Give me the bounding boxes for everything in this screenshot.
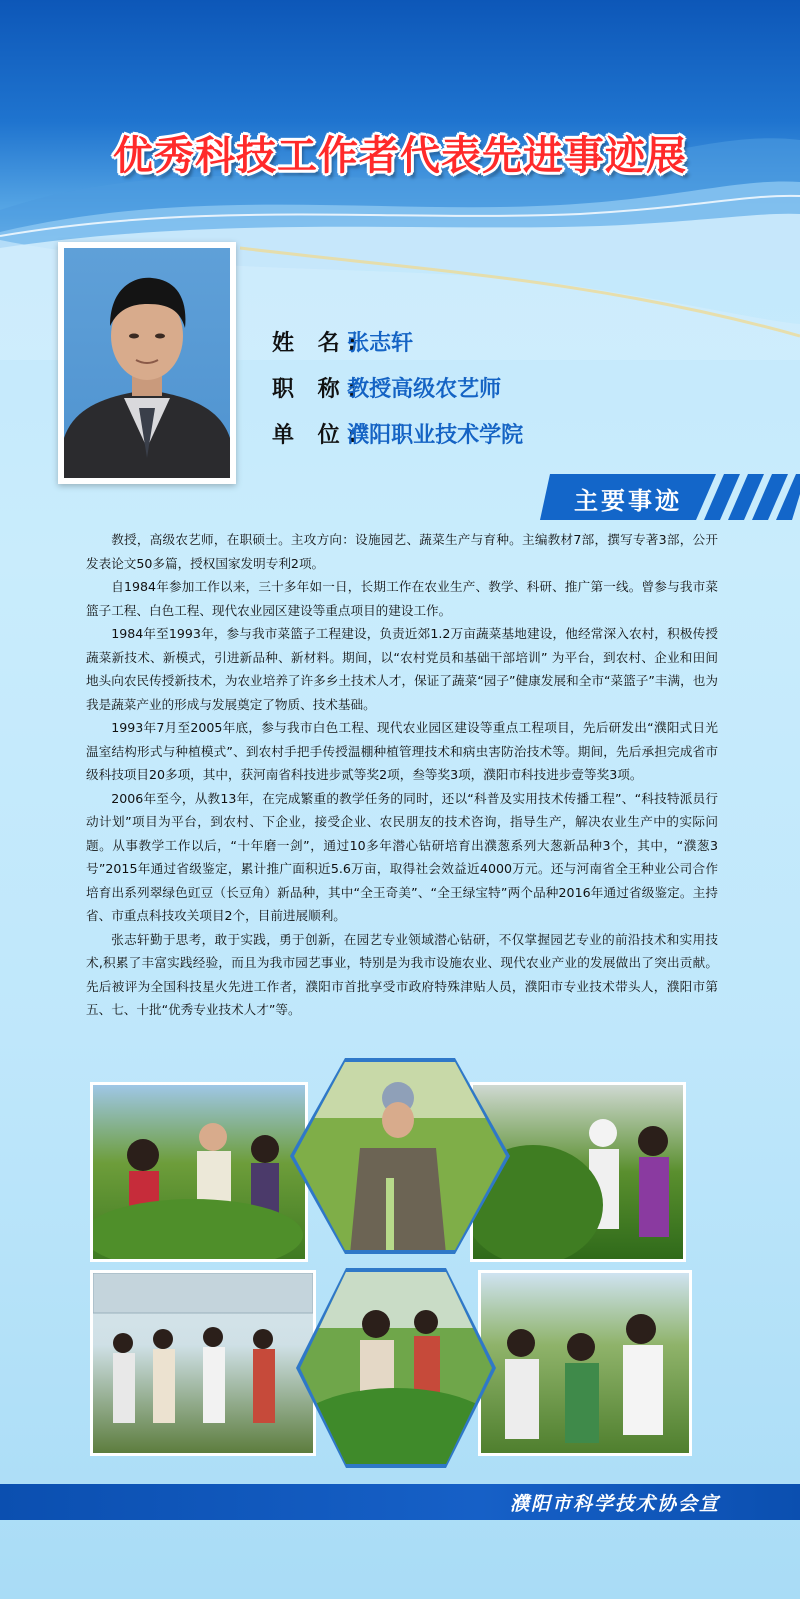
field-photo-6	[478, 1270, 692, 1456]
paragraph: 张志轩勤于思考，敢于实践，勇于创新，在园艺专业领域潜心钻研，不仅掌握园艺专业的前沿技术和实用技术,积累了丰富实践经验，而且为我市园艺事业，特别是为我市设施农业、现代农业产业的发展做出了突出贡献。先后被评为全国科技星火先进工作者，濮阳市首批享受市政府特殊津贴人员，濮阳市专业技术带头人，濮阳市第五、七、十批“优秀专业技术人才”等。	[86, 931, 718, 1017]
page-title: 优秀科技工作者代表先进事迹展	[113, 133, 687, 179]
portrait-photo	[64, 248, 230, 478]
profile-unit-row	[272, 418, 523, 449]
paragraph: 自1984年参加工作以来，三十多年如一日，长期工作在农业生产、教学、科研、推广第一线。曾参与我市菜篮子工程、白色工程、现代农业园区建设等重点项目的建设工作。	[86, 579, 718, 618]
title-value: 教授高级农艺师	[347, 377, 502, 402]
profile-title-row	[272, 372, 501, 403]
name-label: 姓 名:	[272, 331, 365, 356]
biography-text	[86, 528, 718, 1022]
unit-label: 单 位:	[272, 423, 365, 448]
paragraph: 2006年至今，从教13年，在完成繁重的教学任务的同时，还以“科普及实用技术传播工程”、“科技特派员行动计划”项目为平台，到农村、下企业，接受企业、农民朋友的技术咨询，指导生产，解决农业生产中的实际问题。从事教学工作以后，“十年磨一剑”，通过10多年潜心钻研培育出濮葱系列大葱新品种3个，其中，“濮葱3号”2015年通过省级鉴定，累计推广面积近5.6万亩，取得社会效益近4000万元。还与河南省全王种业公司合作培育出系列翠绿色豇豆（长豆角）新品种，其中“全王奇美”、“全王绿宝特”两个品种2016年通过省级鉴定。主持省、市重点科技攻关项目2个，目前进展顺利。	[86, 790, 718, 923]
paragraph: 教授，高级农艺师，在职硕士。主攻方向：设施园艺、蔬菜生产与育种。主编教材7部，撰写专著3部，公开发表论文50多篇，授权国家发明专利2项。	[86, 532, 718, 571]
field-photo-5	[296, 1268, 496, 1468]
name-value: 张志轩	[347, 331, 414, 356]
portrait-frame	[58, 242, 236, 484]
footer-banner	[0, 1484, 800, 1520]
field-photo-1	[90, 1082, 308, 1262]
unit-value: 濮阳职业技术学院	[347, 423, 524, 448]
paragraph: 1993年7月至2005年底，参与我市白色工程、现代农业园区建设等重点工程项目，先后研发出“濮阳式日光温室结构形式与种植模式”、到农村手把手传授温棚种植管理技术和病虫害防治技术等。期间，先后承担完成省市级科技项目20多项，其中，获河南省科技进步贰等奖2项，叁等奖3项，濮阳市科技进步壹等奖3项。	[86, 720, 718, 782]
footer-text: 濮阳市科学技术协会宣	[509, 1493, 720, 1515]
profile-name-row	[272, 326, 413, 357]
field-photo-4	[90, 1270, 316, 1456]
paragraph: 1984年至1993年，参与我市菜篮子工程建设，负责近郊1.2万亩蔬菜基地建设，他经常深入农村，积极传授蔬菜新技术、新模式，引进新品种、新材料。期间，以“农村党员和基础干部培训” 为平台，到农村、企业和田间地头向农民传授新技术，为农业培养了许多乡土技术人才，保证了蔬菜“园子”健康发展和全市“菜篮子”丰满，也为我是蔬菜产业的形成与发展奠定了物质、技术基础。	[86, 626, 718, 712]
field-photo-2	[290, 1058, 510, 1254]
title-label: 职 称:	[272, 377, 365, 402]
section-heading: 主要事迹	[574, 486, 682, 515]
